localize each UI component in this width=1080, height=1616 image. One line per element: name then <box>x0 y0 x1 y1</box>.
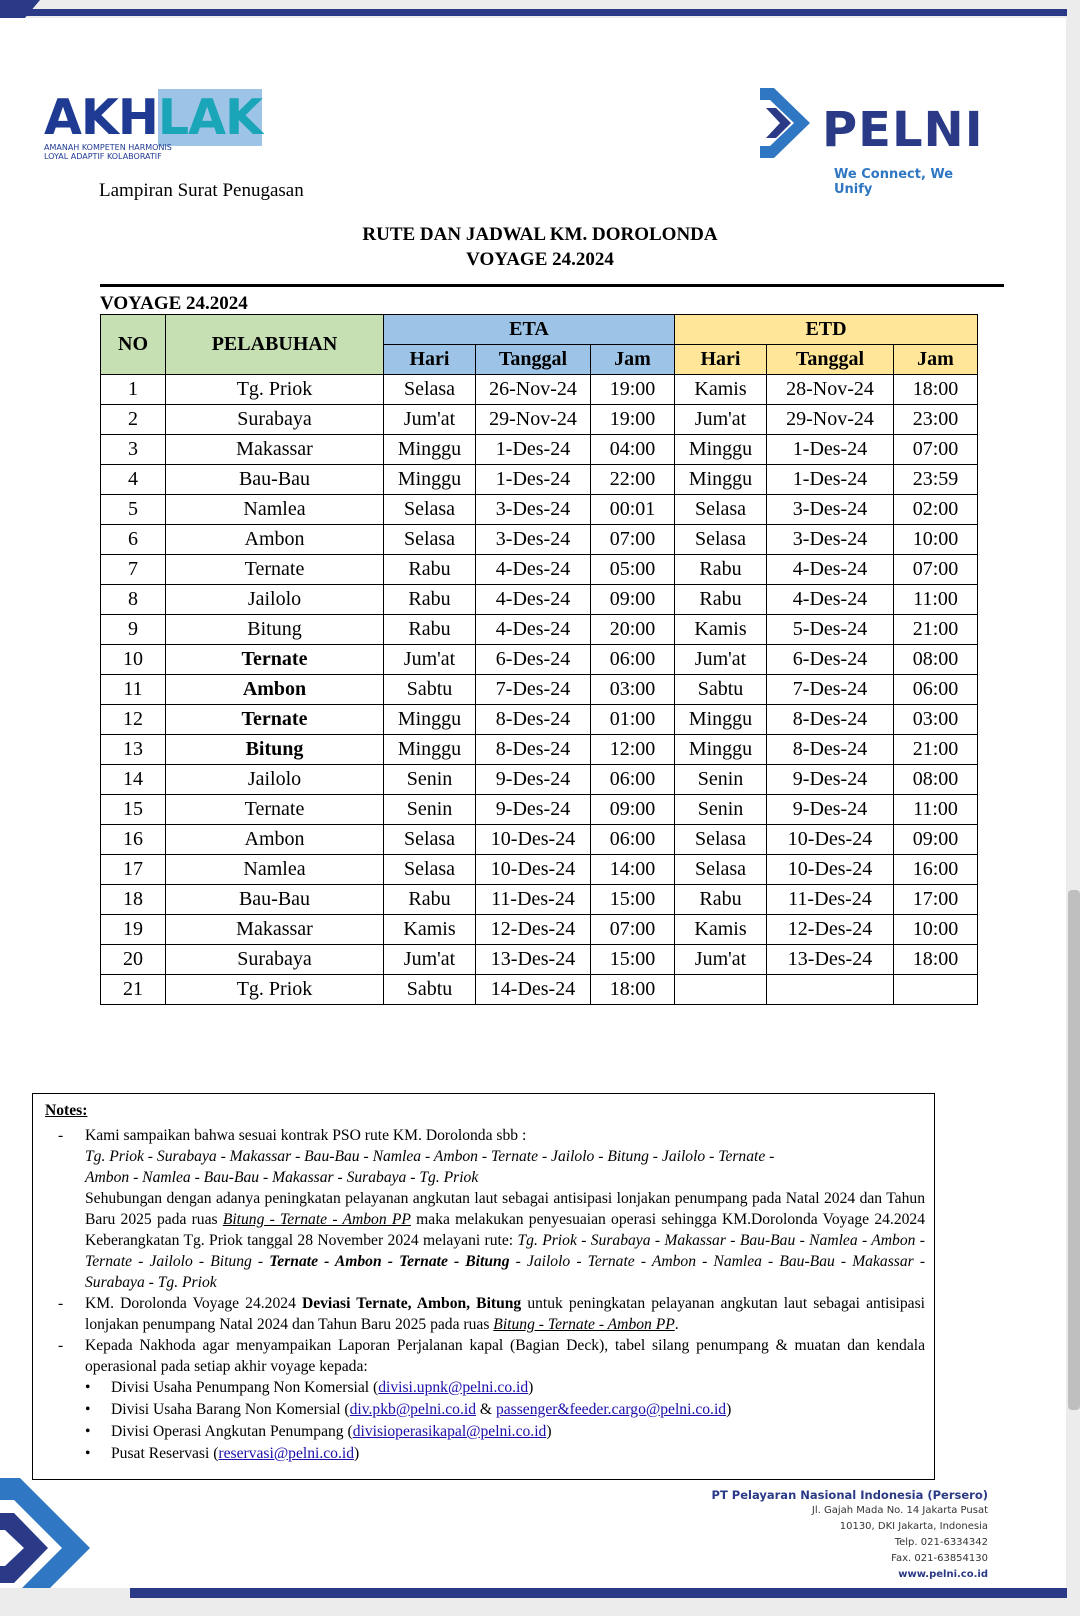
row-eta-hari: Minggu <box>384 735 476 765</box>
table-row <box>101 585 978 615</box>
company-footer <box>712 1487 988 1583</box>
row-no: 20 <box>101 945 166 975</box>
row-port: Tg. Priok <box>166 375 384 405</box>
row-eta-jam: 09:00 <box>591 795 675 825</box>
row-port: Ternate <box>166 645 384 675</box>
row-etd-tanggal: 5-Des-24 <box>767 615 894 645</box>
row-no: 5 <box>101 495 166 525</box>
row-etd-tanggal: 8-Des-24 <box>767 735 894 765</box>
row-eta-tanggal: 11-Des-24 <box>476 885 591 915</box>
row-etd-tanggal: 1-Des-24 <box>767 465 894 495</box>
row-etd-tanggal: 28-Nov-24 <box>767 375 894 405</box>
row-etd-hari: Selasa <box>675 825 767 855</box>
pelni-slogan: We Connect, We Unify <box>834 167 954 197</box>
row-no: 6 <box>101 525 166 555</box>
recipient-4-label: Pusat Reservasi ( <box>111 1445 219 1462</box>
email-link-operasi[interactable]: divisioperasikapal@pelni.co.id <box>352 1423 547 1440</box>
row-etd-tanggal: 11-Des-24 <box>767 885 894 915</box>
table-row <box>101 825 978 855</box>
table-row <box>101 555 978 585</box>
row-eta-hari: Rabu <box>384 615 476 645</box>
row-port: Makassar <box>166 915 384 945</box>
row-no: 1 <box>101 375 166 405</box>
row-port: Surabaya <box>166 945 384 975</box>
row-eta-tanggal: 3-Des-24 <box>476 525 591 555</box>
row-eta-tanggal: 1-Des-24 <box>476 465 591 495</box>
table-row <box>101 465 978 495</box>
row-etd-hari: Jum'at <box>675 945 767 975</box>
row-etd-jam: 11:00 <box>894 585 978 615</box>
footer-chevron-icon <box>0 1478 100 1590</box>
row-eta-tanggal: 4-Des-24 <box>476 555 591 585</box>
bullet-4: • <box>85 1445 91 1462</box>
row-eta-jam: 05:00 <box>591 555 675 585</box>
email-link-reservasi[interactable]: reservasi@pelni.co.id <box>218 1445 355 1462</box>
row-etd-hari: Minggu <box>675 465 767 495</box>
row-eta-hari: Kamis <box>384 915 476 945</box>
table-row <box>101 885 978 915</box>
row-no: 17 <box>101 855 166 885</box>
row-etd-jam: 18:00 <box>894 375 978 405</box>
row-etd-jam <box>894 975 978 1005</box>
note-1-route2-b: - Jailolo - Ternate - Ambon - Namlea - Bau-Bau - Makassar - Surabaya - Tg. Priok <box>85 1253 926 1291</box>
row-port: Ternate <box>166 795 384 825</box>
note-1-route2-bold: Ternate - Ambon - Ternate - Bitung <box>269 1253 510 1270</box>
table-row <box>101 855 978 885</box>
note-dash-1: - <box>58 1127 64 1144</box>
row-port: Jailolo <box>166 765 384 795</box>
row-eta-tanggal: 9-Des-24 <box>476 795 591 825</box>
bullet-3: • <box>85 1423 91 1440</box>
row-etd-jam: 10:00 <box>894 525 978 555</box>
row-etd-hari: Senin <box>675 765 767 795</box>
row-eta-jam: 06:00 <box>591 765 675 795</box>
row-eta-hari: Selasa <box>384 825 476 855</box>
header-eta-tanggal: Tanggal <box>476 345 591 375</box>
row-eta-hari: Selasa <box>384 375 476 405</box>
row-etd-hari: Selasa <box>675 855 767 885</box>
akhlak-logo-text: AKHLAK <box>44 89 263 146</box>
recipient-1-close: ) <box>528 1379 534 1396</box>
row-no: 8 <box>101 585 166 615</box>
row-etd-jam: 08:00 <box>894 645 978 675</box>
akhlak-logo <box>44 89 263 161</box>
table-row <box>101 615 978 645</box>
row-eta-tanggal: 12-Des-24 <box>476 915 591 945</box>
row-eta-jam: 00:01 <box>591 495 675 525</box>
footer-address-1: Jl. Gajah Mada No. 14 Jakarta Pusat <box>811 1505 988 1516</box>
row-etd-jam: 03:00 <box>894 705 978 735</box>
table-row <box>101 525 978 555</box>
lampiran-label: Lampiran Surat Penugasan <box>99 180 304 201</box>
row-etd-jam: 06:00 <box>894 675 978 705</box>
row-port: Bitung <box>166 615 384 645</box>
bullet-2: • <box>85 1401 91 1418</box>
recipient-2 <box>111 1399 731 1420</box>
row-eta-tanggal: 8-Des-24 <box>476 735 591 765</box>
note-1-route-line1: Tg. Priok - Surabaya - Makassar - Bau-Bau - Namlea - Ambon - Ternate - Jailolo - Bitung - Jailolo - Ternate - <box>85 1148 775 1165</box>
row-eta-hari: Rabu <box>384 585 476 615</box>
row-etd-hari: Kamis <box>675 915 767 945</box>
row-no: 9 <box>101 615 166 645</box>
document-subtitle: VOYAGE 24.2024 <box>466 249 614 270</box>
akhlak-tag-line2: LOYAL ADAPTIF KOLABORATIF <box>44 152 162 161</box>
row-etd-jam: 02:00 <box>894 495 978 525</box>
row-etd-hari: Senin <box>675 795 767 825</box>
notes-box <box>32 1093 935 1480</box>
table-row <box>101 915 978 945</box>
header-etd-hari: Hari <box>675 345 767 375</box>
row-eta-jam: 01:00 <box>591 705 675 735</box>
note-2-ruas: Bitung - Ternate - Ambon PP <box>493 1316 675 1333</box>
row-eta-tanggal: 10-Des-24 <box>476 825 591 855</box>
row-no: 4 <box>101 465 166 495</box>
footer-telp: Telp. 021-6334342 <box>894 1537 988 1548</box>
note-2-text-b: untuk peningkatan pelayanan angkutan laut sebagai antisipasi lonjakan penumpang Natal 2024 dan Tahun Baru 2025 pada ruas <box>85 1295 925 1333</box>
row-etd-tanggal: 3-Des-24 <box>767 525 894 555</box>
note-dash-2: - <box>58 1295 64 1312</box>
row-no: 21 <box>101 975 166 1005</box>
row-eta-jam: 15:00 <box>591 945 675 975</box>
table-row <box>101 975 978 1005</box>
row-eta-hari: Senin <box>384 795 476 825</box>
row-no: 2 <box>101 405 166 435</box>
row-eta-tanggal: 3-Des-24 <box>476 495 591 525</box>
row-etd-jam: 08:00 <box>894 765 978 795</box>
row-eta-tanggal: 26-Nov-24 <box>476 375 591 405</box>
row-etd-tanggal: 6-Des-24 <box>767 645 894 675</box>
recipient-2-amp: & <box>476 1401 496 1418</box>
row-port: Surabaya <box>166 405 384 435</box>
pelni-logo-text: PELNI <box>822 102 984 158</box>
header-etd-jam: Jam <box>894 345 978 375</box>
row-eta-tanggal: 13-Des-24 <box>476 945 591 975</box>
row-eta-jam: 12:00 <box>591 735 675 765</box>
row-etd-jam: 18:00 <box>894 945 978 975</box>
header-eta-hari: Hari <box>384 345 476 375</box>
row-etd-jam: 21:00 <box>894 615 978 645</box>
akhlak-tag-line1: AMANAH KOMPETEN HARMONIS <box>44 143 172 152</box>
row-eta-hari: Minggu <box>384 705 476 735</box>
row-etd-tanggal: 13-Des-24 <box>767 945 894 975</box>
row-eta-hari: Rabu <box>384 885 476 915</box>
note-1-text-b: maka melakukan penyesuaian operasi sehingga KM.Dorolonda Voyage 24.2024 Keberangkatan Tg. Priok tanggal 28 November 2024 melayani rute: <box>85 1211 926 1249</box>
title-divider <box>100 284 1004 287</box>
row-no: 11 <box>101 675 166 705</box>
header-eta-jam: Jam <box>591 345 675 375</box>
note-1-text-a: Sehubungan dengan adanya peningkatan pelayanan angkutan laut sebagai antisipasi lonjakan penumpang pada Natal 2024 dan Tahun Baru 2025 pada ruas <box>85 1190 925 1228</box>
row-etd-tanggal: 4-Des-24 <box>767 585 894 615</box>
row-eta-tanggal: 14-Des-24 <box>476 975 591 1005</box>
row-etd-hari: Rabu <box>675 585 767 615</box>
row-eta-hari: Rabu <box>384 555 476 585</box>
row-port: Makassar <box>166 435 384 465</box>
row-eta-hari: Selasa <box>384 855 476 885</box>
schedule-table <box>100 314 978 1005</box>
row-etd-tanggal: 9-Des-24 <box>767 765 894 795</box>
bottom-decor-stripe <box>0 1588 1080 1616</box>
recipient-1-label: Divisi Usaha Penumpang Non Komersial ( <box>111 1379 379 1396</box>
row-port: Jailolo <box>166 585 384 615</box>
row-etd-hari: Rabu <box>675 555 767 585</box>
document-page <box>0 18 1066 1590</box>
row-eta-jam: 14:00 <box>591 855 675 885</box>
row-eta-tanggal: 29-Nov-24 <box>476 405 591 435</box>
row-etd-tanggal: 3-Des-24 <box>767 495 894 525</box>
table-row <box>101 495 978 525</box>
row-port: Namlea <box>166 495 384 525</box>
row-no: 12 <box>101 705 166 735</box>
row-eta-jam: 03:00 <box>591 675 675 705</box>
row-port: Ternate <box>166 705 384 735</box>
row-etd-jam: 17:00 <box>894 885 978 915</box>
recipient-3-close: ) <box>546 1423 552 1440</box>
recipient-3-label: Divisi Operasi Angkutan Penumpang ( <box>111 1423 353 1440</box>
email-link-pkb[interactable]: div.pkb@pelni.co.id <box>349 1401 477 1418</box>
table-row <box>101 645 978 675</box>
row-eta-jam: 06:00 <box>591 645 675 675</box>
row-eta-hari: Jum'at <box>384 405 476 435</box>
row-no: 19 <box>101 915 166 945</box>
row-no: 13 <box>101 735 166 765</box>
row-etd-jam: 11:00 <box>894 795 978 825</box>
row-eta-jam: 22:00 <box>591 465 675 495</box>
row-no: 15 <box>101 795 166 825</box>
row-port: Ternate <box>166 555 384 585</box>
row-etd-hari: Minggu <box>675 735 767 765</box>
note-1-route-line2: Ambon - Namlea - Bau-Bau - Makassar - Surabaya - Tg. Priok <box>85 1169 479 1186</box>
row-eta-jam: 04:00 <box>591 435 675 465</box>
row-port: Tg. Priok <box>166 975 384 1005</box>
document-title: RUTE DAN JADWAL KM. DOROLONDA <box>362 224 718 245</box>
row-etd-tanggal: 7-Des-24 <box>767 675 894 705</box>
row-etd-jam: 23:59 <box>894 465 978 495</box>
header-no: NO <box>101 315 166 375</box>
header-pelabuhan: PELABUHAN <box>166 315 384 375</box>
row-eta-tanggal: 10-Des-24 <box>476 855 591 885</box>
table-row <box>101 675 978 705</box>
row-port: Bau-Bau <box>166 885 384 915</box>
bullet-1: • <box>85 1379 91 1396</box>
row-etd-hari: Selasa <box>675 495 767 525</box>
row-etd-jam: 10:00 <box>894 915 978 945</box>
row-eta-jam: 07:00 <box>591 915 675 945</box>
row-eta-hari: Selasa <box>384 495 476 525</box>
note-2-text-c: . <box>674 1316 679 1333</box>
row-etd-hari: Rabu <box>675 885 767 915</box>
scrollbar[interactable] <box>1068 890 1080 1410</box>
note-2-text-a: KM. Dorolonda Voyage 24.2024 <box>85 1295 302 1312</box>
row-etd-jam: 21:00 <box>894 735 978 765</box>
pelni-chevron-icon <box>760 88 820 158</box>
row-eta-hari: Jum'at <box>384 945 476 975</box>
table-row <box>101 765 978 795</box>
row-no: 3 <box>101 435 166 465</box>
row-port: Ambon <box>166 525 384 555</box>
row-no: 14 <box>101 765 166 795</box>
row-etd-tanggal <box>767 975 894 1005</box>
header-etd-tanggal: Tanggal <box>767 345 894 375</box>
row-etd-tanggal: 9-Des-24 <box>767 795 894 825</box>
recipient-4-close: ) <box>354 1445 360 1462</box>
row-eta-jam: 20:00 <box>591 615 675 645</box>
row-eta-jam: 06:00 <box>591 825 675 855</box>
row-no: 16 <box>101 825 166 855</box>
row-etd-tanggal: 10-Des-24 <box>767 855 894 885</box>
table-row <box>101 375 978 405</box>
row-etd-jam: 07:00 <box>894 435 978 465</box>
row-etd-jam: 16:00 <box>894 855 978 885</box>
row-etd-tanggal: 29-Nov-24 <box>767 405 894 435</box>
voyage-label: VOYAGE 24.2024 <box>100 293 248 314</box>
notes-heading: Notes: <box>45 1102 88 1119</box>
table-row <box>101 945 978 975</box>
top-decor-stripe <box>0 0 1080 18</box>
row-eta-jam: 15:00 <box>591 885 675 915</box>
note-3: Kepada Nakhoda agar menyampaikan Laporan Perjalanan kapal (Bagian Deck), tabel silang penumpang & muatan dan kendala operasional pada setiap akhir voyage kepada: <box>85 1337 925 1375</box>
recipient-2-label: Divisi Usaha Barang Non Komersial ( <box>111 1401 350 1418</box>
note-1-ruas: Bitung - Ternate - Ambon PP <box>222 1211 411 1228</box>
row-etd-tanggal: 4-Des-24 <box>767 555 894 585</box>
row-eta-hari: Minggu <box>384 465 476 495</box>
row-eta-hari: Sabtu <box>384 675 476 705</box>
row-port: Namlea <box>166 855 384 885</box>
row-etd-hari: Minggu <box>675 705 767 735</box>
row-eta-tanggal: 4-Des-24 <box>476 615 591 645</box>
row-eta-jam: 07:00 <box>591 525 675 555</box>
row-port: Bitung <box>166 735 384 765</box>
email-link-upnk[interactable]: divisi.upnk@pelni.co.id <box>378 1379 529 1396</box>
row-port: Bau-Bau <box>166 465 384 495</box>
row-port: Ambon <box>166 675 384 705</box>
row-eta-hari: Minggu <box>384 435 476 465</box>
table-row <box>101 705 978 735</box>
row-etd-jam: 23:00 <box>894 405 978 435</box>
email-link-feeder-cargo[interactable]: passenger&feeder.cargo@pelni.co.id <box>495 1401 727 1418</box>
row-etd-hari: Kamis <box>675 375 767 405</box>
note-1-route2-a: Tg. Priok - Surabaya - Makassar - Bau-Bau - Namlea - Ambon - Ternate - Jailolo - Bitung - <box>85 1232 925 1270</box>
row-etd-hari: Sabtu <box>675 675 767 705</box>
pelni-logo <box>760 88 990 197</box>
row-etd-hari <box>675 975 767 1005</box>
row-etd-hari: Minggu <box>675 435 767 465</box>
row-no: 18 <box>101 885 166 915</box>
row-eta-tanggal: 7-Des-24 <box>476 675 591 705</box>
row-no: 10 <box>101 645 166 675</box>
row-eta-hari: Jum'at <box>384 645 476 675</box>
recipient-3 <box>111 1421 552 1442</box>
row-eta-jam: 18:00 <box>591 975 675 1005</box>
row-eta-jam: 19:00 <box>591 405 675 435</box>
note-2 <box>85 1293 925 1335</box>
row-port: Ambon <box>166 825 384 855</box>
row-etd-tanggal: 1-Des-24 <box>767 435 894 465</box>
schedule-body <box>101 375 978 1005</box>
note-dash-3: - <box>58 1337 64 1354</box>
row-eta-tanggal: 9-Des-24 <box>476 765 591 795</box>
recipient-4 <box>111 1443 359 1464</box>
row-eta-tanggal: 4-Des-24 <box>476 585 591 615</box>
row-eta-jam: 09:00 <box>591 585 675 615</box>
row-etd-jam: 09:00 <box>894 825 978 855</box>
footer-company: PT Pelayaran Nasional Indonesia (Persero) <box>711 1488 988 1502</box>
note-2-bold: Deviasi Ternate, Ambon, Bitung <box>301 1295 522 1312</box>
row-etd-tanggal: 8-Des-24 <box>767 705 894 735</box>
row-etd-hari: Kamis <box>675 615 767 645</box>
row-etd-hari: Jum'at <box>675 405 767 435</box>
row-eta-tanggal: 8-Des-24 <box>476 705 591 735</box>
row-etd-jam: 07:00 <box>894 555 978 585</box>
recipient-1 <box>111 1377 533 1398</box>
footer-fax: Fax. 021-63854130 <box>891 1553 988 1564</box>
table-row <box>101 795 978 825</box>
header-eta: ETA <box>384 315 675 345</box>
footer-address-2: 10130, DKI Jakarta, Indonesia <box>839 1521 988 1532</box>
note-1-intro: Kami sampaikan bahwa sesuai kontrak PSO rute KM. Dorolonda sbb : <box>85 1127 527 1144</box>
row-etd-hari: Selasa <box>675 525 767 555</box>
table-row <box>101 435 978 465</box>
row-etd-hari: Jum'at <box>675 645 767 675</box>
header-etd: ETD <box>675 315 978 345</box>
footer-website[interactable]: www.pelni.co.id <box>898 1569 988 1580</box>
row-eta-hari: Sabtu <box>384 975 476 1005</box>
row-etd-tanggal: 10-Des-24 <box>767 825 894 855</box>
table-row <box>101 405 978 435</box>
row-etd-tanggal: 12-Des-24 <box>767 915 894 945</box>
row-eta-hari: Senin <box>384 765 476 795</box>
recipient-2-close: ) <box>726 1401 732 1418</box>
note-1 <box>85 1125 925 1293</box>
row-eta-tanggal: 1-Des-24 <box>476 435 591 465</box>
row-no: 7 <box>101 555 166 585</box>
row-eta-jam: 19:00 <box>591 375 675 405</box>
row-eta-hari: Selasa <box>384 525 476 555</box>
row-eta-tanggal: 6-Des-24 <box>476 645 591 675</box>
table-row <box>101 735 978 765</box>
